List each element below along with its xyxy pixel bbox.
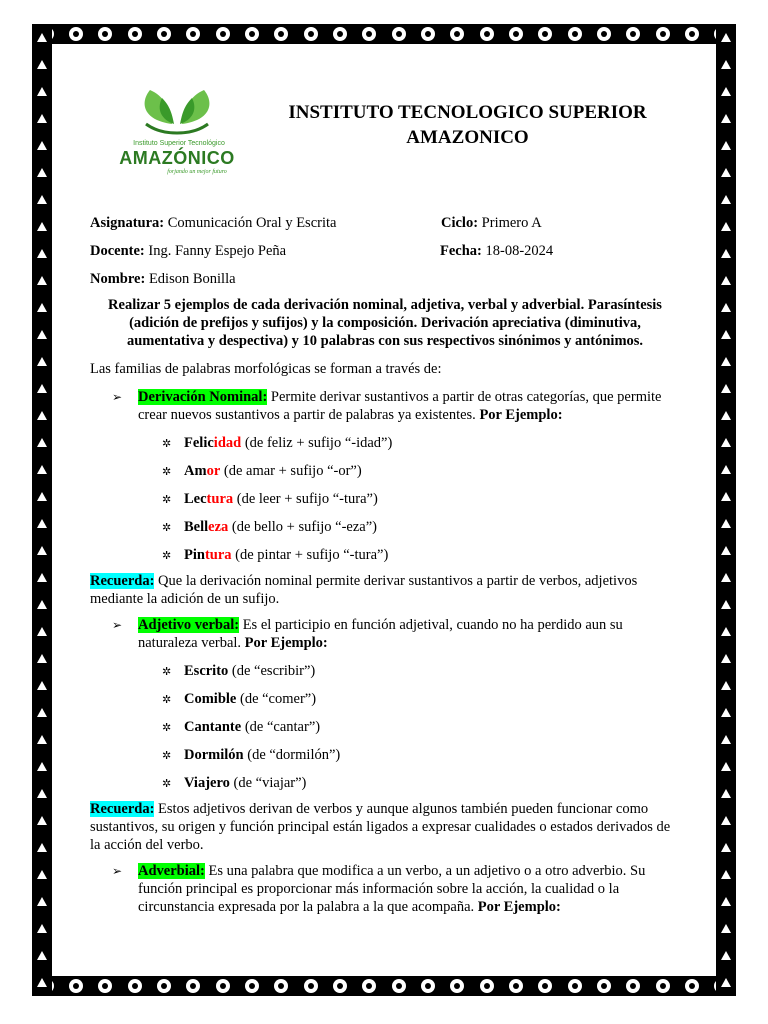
fecha-value: 18-08-2024 (485, 243, 554, 259)
recuerda-text: Que la derivación nominal permite derivar sustantivos a partir de verbos, adjetivos mediante la adición de un sufijo. (90, 573, 638, 607)
asterisk-bullet-icon: ✲ (162, 722, 172, 734)
word-explanation: (de “comer”) (236, 691, 317, 707)
intro-text: Las familias de palabras morfológicas se forman a través de: (90, 361, 442, 377)
list-item (90, 518, 680, 546)
logo-big-text: AMAZÓNICO (119, 148, 235, 168)
recuerda-note-2 (90, 800, 680, 854)
word-explanation: (de “viajar”) (229, 775, 307, 791)
border-left (32, 24, 52, 996)
docente-value: Ing. Fanny Espejo Peña (148, 243, 287, 259)
word-base: Am (184, 463, 207, 479)
logo-tagline: forjando un mejor futuro (167, 169, 227, 175)
list-item (90, 662, 680, 690)
list-item (90, 774, 680, 800)
nombre-row (90, 270, 236, 288)
asignatura-value: Comunicación Oral y Escrita (167, 215, 337, 231)
asterisk-bullet-icon: ✲ (162, 550, 172, 562)
asterisk-bullet-icon: ✲ (162, 438, 172, 450)
recuerda-label: Recuerda: (90, 801, 155, 817)
list-item (90, 690, 680, 718)
list-item (90, 546, 680, 572)
section-text: Permite derivar sustantivos a partir de otras categorías, que permite crear nuevos sustantivos a partir de palabras ya existentes. (138, 389, 662, 423)
assignment-heading: Realizar 5 ejemplos de cada derivación nominal, adjetiva, verbal y adverbial. Parasíntesis (adición de prefijos y sufijos) y la composición. Derivación apreciativa (diminutiva, aumentativa y despectiva) y 10 palabras con sus respectivos sinónimos y antónimos. (108, 297, 662, 349)
word-suffix: tura (204, 547, 232, 563)
docente-label: Docente: (90, 243, 145, 259)
word-explanation: (de amar + sufijo “-or”) (220, 463, 362, 479)
word-explanation: (de pintar + sufijo “-tura”) (231, 547, 389, 563)
ciclo-row (441, 214, 542, 232)
border-top (32, 24, 736, 44)
word-explanation: (de “escribir”) (228, 663, 316, 679)
word-suffix: eza (208, 519, 229, 535)
word-explanation: (de bello + sufijo “-eza”) (228, 519, 377, 535)
word-explanation: (de leer + sufijo “-tura”) (233, 491, 378, 507)
word-base: Bell (184, 519, 209, 535)
border-right (716, 24, 736, 996)
asterisk-bullet-icon: ✲ (162, 778, 172, 790)
word-suffix: or (206, 463, 221, 479)
document-body (90, 296, 680, 916)
word-base: Felic (184, 435, 214, 451)
section-adjetivo-verbal (90, 616, 680, 652)
asterisk-bullet-icon: ✲ (162, 494, 172, 506)
example-label: Por Ejemplo: (479, 407, 563, 423)
list-item (90, 746, 680, 774)
asterisk-bullet-icon: ✲ (162, 466, 172, 478)
asignatura-label: Asignatura: (90, 215, 165, 231)
docente-row (90, 242, 286, 260)
word: Cantante (184, 719, 242, 735)
list-item (90, 462, 680, 490)
page-title (255, 100, 680, 150)
arrow-bullet-icon: ➢ (112, 618, 123, 632)
section-adverbial (90, 862, 680, 916)
section-derivacion-nominal (90, 388, 680, 424)
list-item (90, 718, 680, 746)
fecha-label: Fecha: (440, 243, 482, 259)
word-base: Lec (184, 491, 207, 507)
border-bottom (32, 976, 736, 996)
nombre-value: Edison Bonilla (148, 271, 236, 287)
asterisk-bullet-icon: ✲ (162, 522, 172, 534)
word: Comible (184, 691, 237, 707)
word-suffix: idad (213, 435, 242, 451)
word-explanation: (de “cantar”) (241, 719, 321, 735)
word-base: Pin (184, 547, 205, 563)
asterisk-bullet-icon: ✲ (162, 750, 172, 762)
example-label: Por Ejemplo: (244, 635, 328, 651)
word: Viajero (184, 775, 230, 791)
recuerda-note-1 (90, 572, 680, 608)
recuerda-text: Estos adjetivos derivan de verbos y aunque algunos también pueden funcionar como sustantivos, su origen y función principal están ligados a expresar cualidades o estados derivados de la acción del verbo. (90, 801, 671, 853)
title-line-1: INSTITUTO TECNOLOGICO SUPERIOR (288, 102, 647, 123)
word-suffix: tura (206, 491, 234, 507)
ciclo-label: Ciclo: (441, 215, 479, 231)
example-label: Por Ejemplo: (477, 899, 561, 915)
section-text: Es el participio en función adjetival, cuando no ha perdido aun su naturaleza verbal. (138, 617, 623, 651)
arrow-bullet-icon: ➢ (112, 864, 123, 878)
list-item (90, 490, 680, 518)
word-explanation: (de feliz + sufijo “-idad”) (241, 435, 393, 451)
nombre-label: Nombre: (90, 271, 146, 287)
section-label: Derivación Nominal: (138, 389, 268, 405)
word: Dormilón (184, 747, 244, 763)
title-line-2: AMAZONICO (406, 127, 529, 148)
word: Escrito (184, 663, 229, 679)
logo-small-text: Instituto Superior Tecnológico (133, 140, 225, 147)
ciclo-value: Primero A (481, 215, 542, 231)
asterisk-bullet-icon: ✲ (162, 666, 172, 678)
section-label: Adverbial: (138, 863, 205, 879)
asignatura-row (90, 214, 336, 232)
arrow-bullet-icon: ➢ (112, 390, 123, 404)
fecha-row (440, 242, 553, 260)
recuerda-label: Recuerda: (90, 573, 155, 589)
asterisk-bullet-icon: ✲ (162, 694, 172, 706)
word-explanation: (de “dormilón”) (243, 747, 341, 763)
list-item (90, 434, 680, 462)
section-text: Es una palabra que modifica a un verbo, a un adjetivo o a otro adverbio. Su función principal es proporcionar más información sobre la acción, la cualidad o la circunstancia expresada por la palabra a la que acompaña. (138, 863, 646, 915)
section-label: Adjetivo verbal: (138, 617, 240, 633)
institute-logo (112, 80, 242, 180)
